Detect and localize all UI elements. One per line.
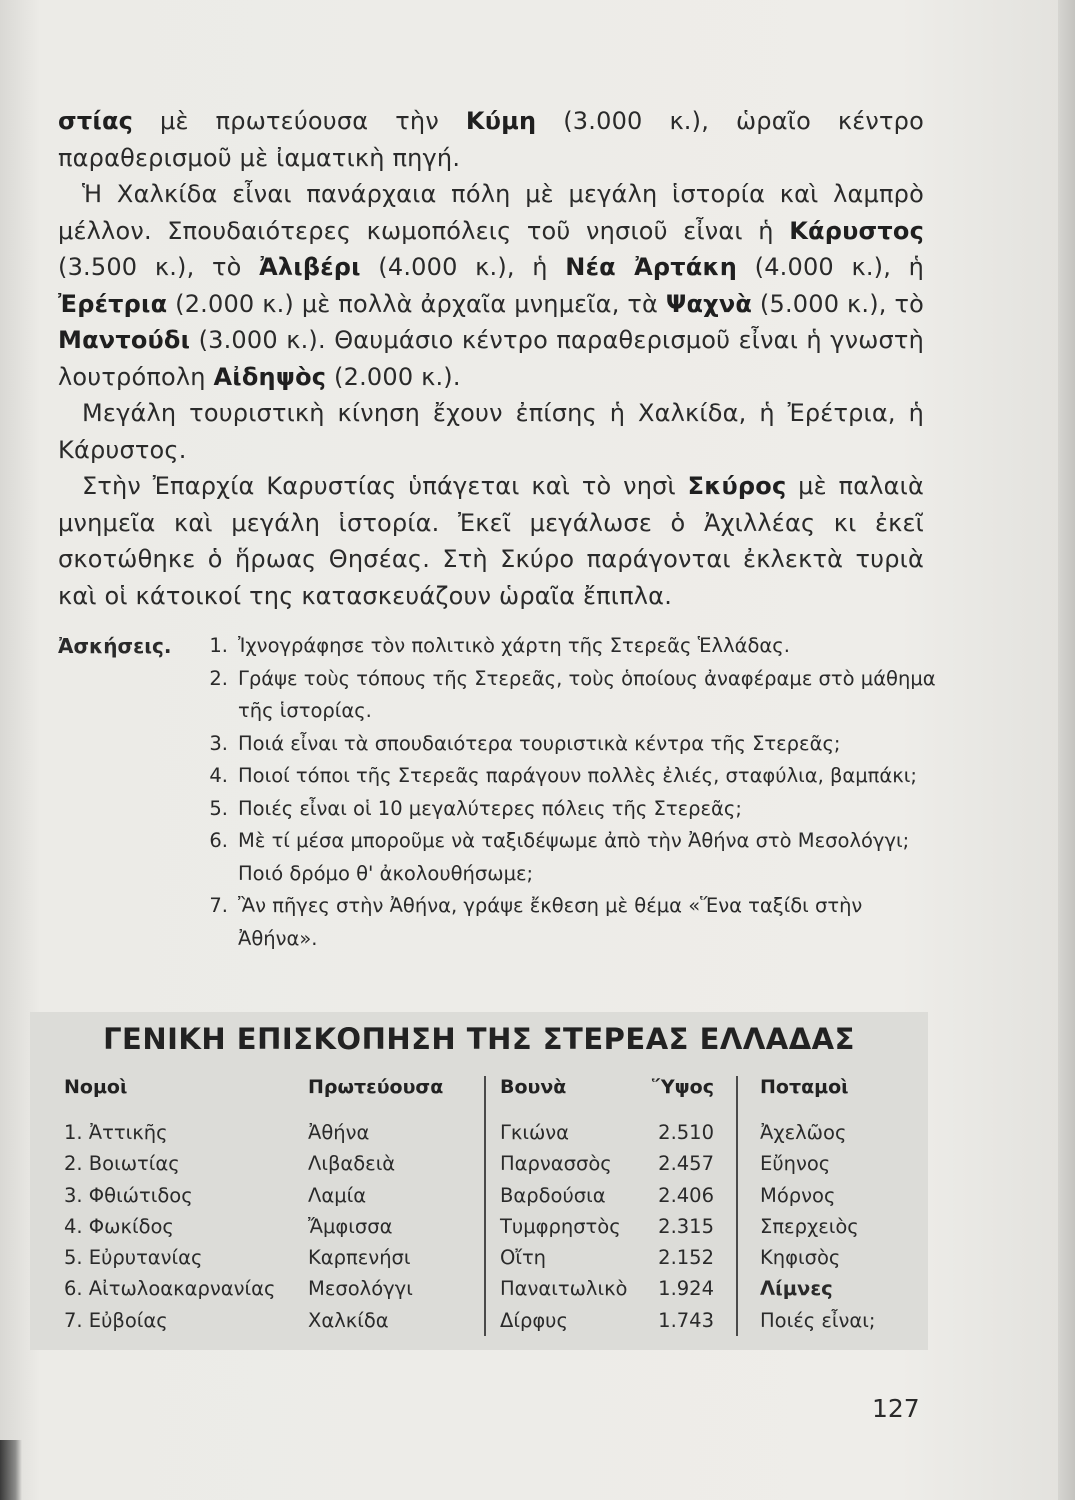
- prefecture-cell: 2. Βοιωτίας: [64, 1152, 180, 1176]
- altitude-cell: 2.315: [658, 1214, 714, 1238]
- exercise-number: 3.: [209, 731, 228, 755]
- exercise-text: Ἂν πῆγες στὴν Ἀθήνα, γράψε ἔκθεση μὲ θέμα «Ἕνα ταξίδι στὴν Ἀθήνα».: [238, 894, 863, 950]
- river-cell: Μόρνος: [760, 1183, 836, 1207]
- place-name-bold: Κύμη: [465, 107, 537, 135]
- exercises-list: [198, 630, 938, 955]
- place-name-bold: Ἀλιβέρι: [259, 253, 361, 281]
- capital-cell: Ἀθήνα: [308, 1121, 370, 1144]
- prefecture-cell: 7. Εὐβοίας: [64, 1308, 168, 1332]
- exercise-number: 1.: [209, 634, 228, 657]
- altitude-cell: 1.743: [658, 1308, 714, 1332]
- prefectures-column: [64, 1117, 275, 1336]
- header-rivers: Ποταμοὶ: [760, 1076, 849, 1098]
- text-segment: μὲ παλαιὰ μνημεῖα καὶ μεγάλη ἱστορία. Ἐκεῖ μεγάλωσε ὁ Ἀχιλλέας κι ἐκεῖ σκοτώθηκε ὁ ἥρωας Θησέας. Στὴ Σκύρο παράγονται ἐκλεκτὰ τυριὰ καὶ οἱ κάτοικοί της κατασκευάζουν ὡραῖα ἔπιπλα.: [58, 472, 925, 610]
- altitude-cell: 2.406: [658, 1183, 714, 1207]
- exercise-number: 7.: [209, 894, 228, 917]
- place-name-bold: Ψαχνὰ: [665, 289, 753, 318]
- exercise-number: 6.: [209, 829, 228, 852]
- text-segment: (3.000 κ.), ὡραῖο κέντρο παραθερισμοῦ μὲ ἰαματικὴ πηγή.: [58, 107, 924, 172]
- exercise-number: 2.: [209, 666, 228, 690]
- place-name-bold: στίας: [58, 107, 134, 135]
- exercise-number: 5.: [209, 796, 228, 820]
- paragraph-skyros: [58, 468, 924, 614]
- text-segment: (4.000 κ.), ἡ: [737, 253, 925, 281]
- page-number: 127: [872, 1394, 920, 1423]
- exercise-text: Ποιές εἶναι οἱ 10 μεγαλύτερες πόλεις τῆς Στερεᾶς;: [238, 796, 742, 820]
- text-segment: μὲ πρωτεύουσα τὴν: [133, 107, 466, 135]
- exercise-text: Ποιά εἶναι τὰ σπουδαιότερα τουριστικὰ κέντρα τῆς Στερεᾶς;: [238, 731, 841, 755]
- altitude-column: [646, 1117, 714, 1336]
- text-segment: (3.000 κ.). Θαυμάσιο κέντρο παραθερισμοῦ εἶναι ἡ γνωστὴ λουτρόπολη: [58, 326, 924, 391]
- place-name-bold: Νέα Ἀρτάκη: [565, 253, 738, 281]
- river-cell: Σπερχειὸς: [760, 1214, 859, 1238]
- exercise-text: Γράψε τοὺς τόπους τῆς Στερεᾶς, τοὺς ὁποίους ἀναφέραμε στὸ μάθημα τῆς ἱστορίας.: [238, 666, 936, 722]
- header-capitals: Πρωτεύουσα: [308, 1076, 444, 1098]
- river-cell: Λίμνες: [760, 1277, 833, 1301]
- altitude-cell: 1.924: [658, 1277, 714, 1301]
- mountains-column: [500, 1117, 628, 1336]
- mountain-cell: Γκιώνα: [500, 1121, 570, 1144]
- exercise-text: Μὲ τί μέσα μποροῦμε νὰ ταξιδέψωμε ἀπὸ τὴν Ἀθήνα στὸ Μεσολόγγι; Ποιό δρόμο θ' ἀκολουθήσωμε;: [238, 829, 910, 885]
- paragraph-kymi: [58, 103, 924, 176]
- capital-cell: Καρπενήσι: [308, 1246, 411, 1270]
- column-divider: [736, 1076, 738, 1336]
- exercise-item: [198, 728, 938, 761]
- exercises-label: Ἀσκήσεις.: [58, 634, 172, 658]
- summary-title: ΓΕΝΙΚΗ ΕΠΙΣΚΟΠΗΣΗ ΤΗΣ ΣΤΕΡΕΑΣ ΕΛΛΑΔΑΣ: [103, 1022, 855, 1056]
- river-cell: Ἀχελῶος: [760, 1121, 847, 1144]
- exercise-item: [198, 663, 938, 728]
- exercise-text: Ποιοί τόποι τῆς Στερεᾶς παράγουν πολλὲς ἐλιές, σταφύλια, βαμπάκι;: [238, 764, 917, 787]
- exercise-item: [198, 825, 938, 890]
- text-segment: (4.000 κ.), ἡ: [360, 253, 566, 281]
- exercise-item: [198, 890, 938, 955]
- column-divider: [484, 1076, 486, 1336]
- rivers-column: [760, 1117, 875, 1336]
- place-name-bold: Κάρυστος: [789, 216, 924, 245]
- prefecture-cell: 1. Ἀττικῆς: [64, 1121, 168, 1144]
- text-segment: Στὴν Ἐπαρχία Καρυστίας ὑπάγεται καὶ τὸ νησὶ: [82, 472, 688, 500]
- text-segment: Ἡ Χαλκίδα εἶναι πανάρχαια πόλη μὲ μεγάλη ἱστορία καὶ λαμπρὸ μέλλον. Σπουδαιότερες κωμοπόλεις τοῦ νησιοῦ εἶναι ἡ: [58, 180, 924, 245]
- exercise-text: Ἰχνογράφησε τὸν πολιτικὸ χάρτη τῆς Στερεᾶς Ἑλλάδας.: [238, 634, 790, 657]
- header-mountains: Βουνὰ: [500, 1076, 567, 1098]
- river-cell: Εὔηνος: [760, 1152, 831, 1176]
- mountain-cell: Βαρδούσια: [500, 1183, 606, 1207]
- capital-cell: Λαμία: [308, 1183, 367, 1207]
- river-cell: Ποιές εἶναι;: [760, 1308, 876, 1332]
- mountain-cell: Παναιτωλικὸ: [500, 1277, 628, 1301]
- body-text: [58, 103, 924, 614]
- prefecture-cell: 3. Φθιώτιδος: [64, 1183, 193, 1207]
- mountain-cell: Οἴτη: [500, 1246, 547, 1270]
- altitude-cell: 2.510: [658, 1121, 714, 1144]
- place-name-bold: Αἰδηψὸς: [213, 362, 327, 391]
- place-name-bold: Σκύρος: [687, 472, 787, 500]
- exercise-number: 4.: [209, 764, 228, 787]
- text-segment: (5.000 κ.), τὸ: [752, 289, 924, 318]
- capital-cell: Ἄμφισσα: [308, 1214, 393, 1238]
- mountain-cell: Τυμφρηστὸς: [500, 1214, 621, 1238]
- page-corner-shadow: [0, 1440, 22, 1500]
- place-name-bold: Ἐρέτρια: [58, 289, 168, 318]
- text-segment: (2.000 κ.) μὲ πολλὰ ἀρχαῖα μνημεῖα, τὰ: [167, 289, 666, 318]
- exercise-item: [198, 793, 938, 826]
- paragraph-tourism: [58, 395, 924, 468]
- mountain-cell: Παρνασσὸς: [500, 1152, 612, 1176]
- capital-cell: Μεσολόγγι: [308, 1277, 413, 1301]
- text-segment: (3.500 κ.), τὸ: [58, 253, 260, 281]
- exercise-item: [198, 630, 938, 663]
- text-segment: (2.000 κ.).: [326, 362, 461, 391]
- paragraph-chalkida: [58, 176, 924, 395]
- capital-cell: Λιβαδειὰ: [308, 1152, 396, 1176]
- prefecture-cell: 6. Αἰτωλοακαρνανίας: [64, 1277, 276, 1301]
- header-prefectures: Νομοὶ: [64, 1076, 128, 1098]
- prefecture-cell: 4. Φωκίδος: [64, 1214, 174, 1238]
- capital-cell: Χαλκίδα: [308, 1308, 389, 1332]
- text-segment: Μεγάλη τουριστικὴ κίνηση ἔχουν ἐπίσης ἡ Χαλκίδα, ἡ Ἐρέτρια, ἡ Κάρυστος.: [58, 399, 924, 464]
- mountain-cell: Δίρφυς: [500, 1308, 568, 1332]
- altitude-cell: 2.457: [658, 1152, 714, 1176]
- place-name-bold: Μαντούδι: [58, 326, 191, 354]
- exercise-item: [198, 760, 938, 793]
- capitals-column: [308, 1117, 413, 1336]
- header-altitude: Ὕψος: [651, 1076, 714, 1098]
- book-spine-shadow: [1058, 0, 1075, 1500]
- river-cell: Κηφισὸς: [760, 1246, 841, 1270]
- altitude-cell: 2.152: [658, 1246, 714, 1270]
- prefecture-cell: 5. Εὐρυτανίας: [64, 1246, 203, 1270]
